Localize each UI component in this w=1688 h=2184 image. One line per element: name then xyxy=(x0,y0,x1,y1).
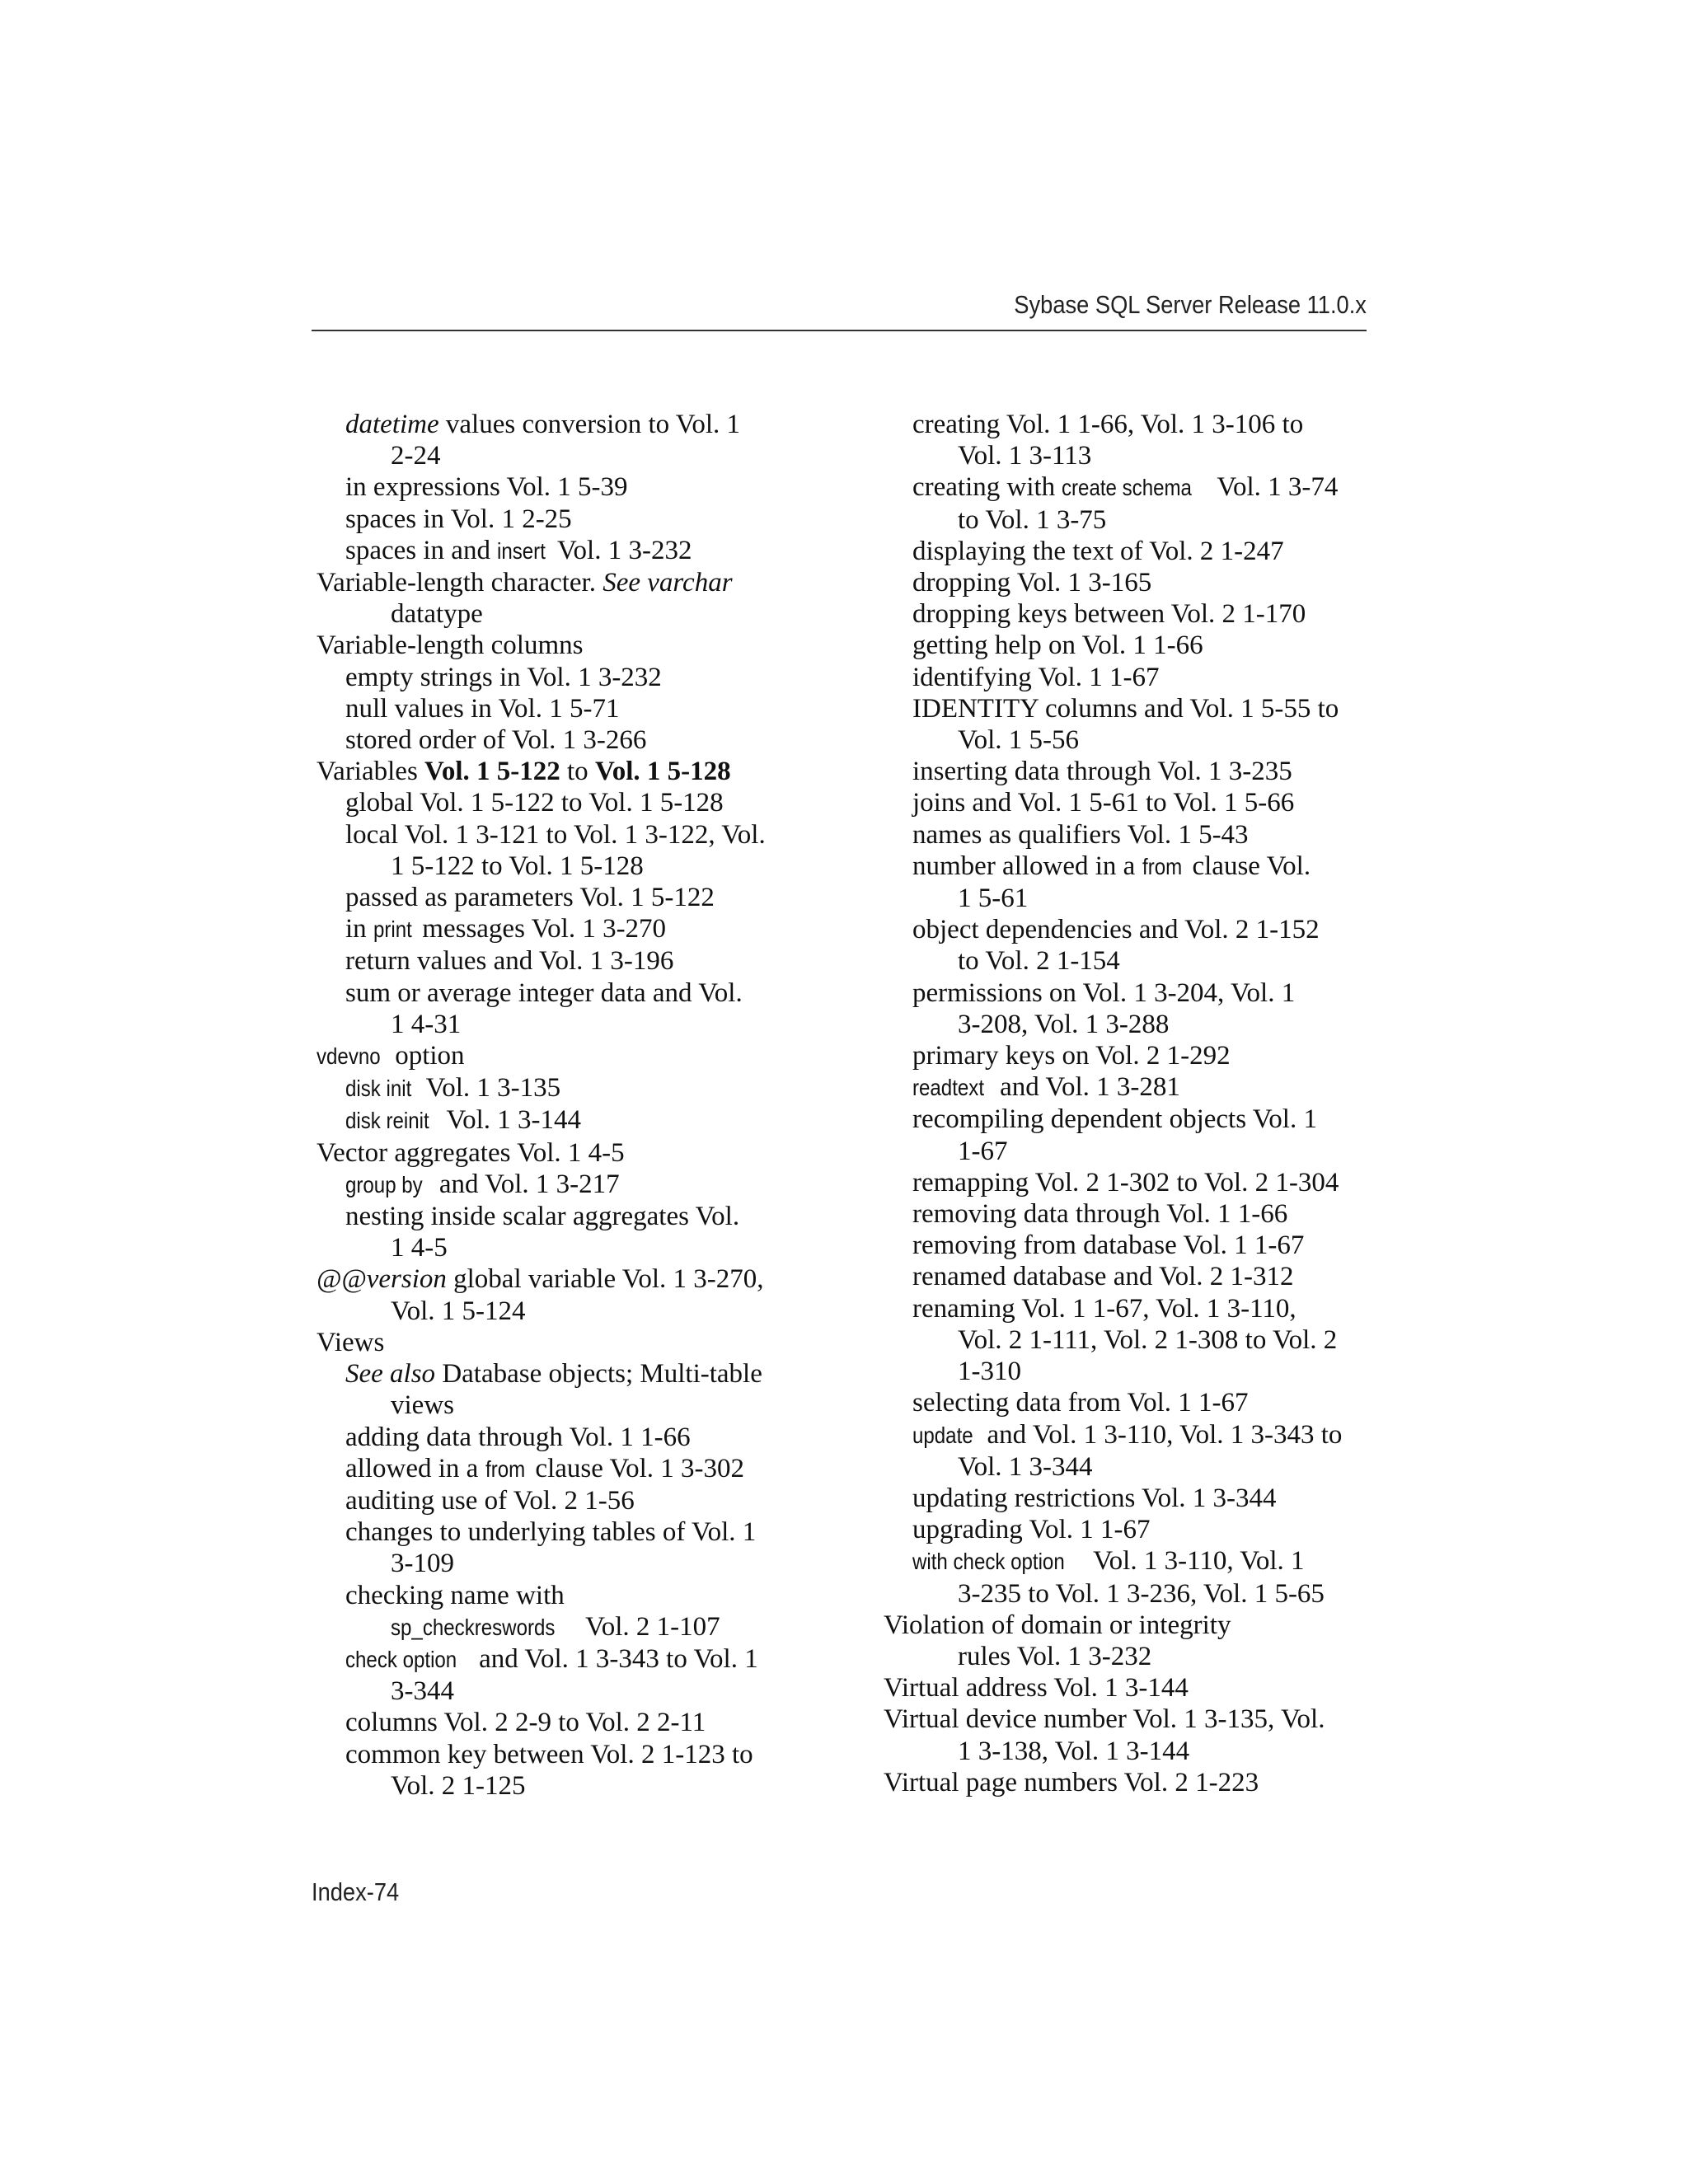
index-entry xyxy=(912,1167,1378,1198)
index-entry xyxy=(912,1104,1378,1135)
index-entry xyxy=(958,1324,1378,1356)
index-entry xyxy=(345,945,811,977)
index-entry xyxy=(345,504,811,535)
index-entry xyxy=(912,598,1378,630)
index-text: rules Vol. 1 3-232 xyxy=(958,1641,1152,1671)
index-entry xyxy=(958,504,1378,536)
index-entry xyxy=(391,1770,811,1802)
code-term: with check option xyxy=(912,1549,1065,1575)
index-entry xyxy=(391,1232,811,1263)
index-text: 3-208, Vol. 1 3-288 xyxy=(958,1009,1170,1039)
index-entry xyxy=(345,1201,811,1232)
index-entry xyxy=(912,1198,1378,1230)
index-text: getting help on Vol. 1 1-66 xyxy=(912,630,1203,661)
index-entry xyxy=(912,914,1378,945)
index-entry xyxy=(912,471,1378,504)
index-text: datatype xyxy=(391,599,483,630)
index-entry xyxy=(912,1293,1378,1324)
index-text: messages Vol. 1 3-270 xyxy=(415,914,667,944)
index-text: creating Vol. 1 1-66, Vol. 1 3-106 to xyxy=(912,410,1304,439)
index-text: names as qualifiers Vol. 1 5-43 xyxy=(912,819,1249,850)
index-text: datetime xyxy=(345,410,439,439)
index-text: return values and Vol. 1 3-196 xyxy=(345,946,674,977)
index-text: upgrading Vol. 1 1-67 xyxy=(912,1515,1151,1545)
index-text: Vol. 1 3-113 xyxy=(958,441,1092,471)
index-entry xyxy=(958,440,1378,471)
index-entry xyxy=(345,819,811,851)
index-entry xyxy=(958,1641,1378,1672)
index-entry xyxy=(345,1453,811,1485)
index-text: Variables xyxy=(316,757,425,787)
index-text: number allowed in a xyxy=(912,851,1142,881)
index-text: inserting data through Vol. 1 3-235 xyxy=(912,757,1292,787)
index-text: 3-344 xyxy=(391,1676,454,1707)
index-text: to xyxy=(560,757,595,787)
code-term: create schema xyxy=(1062,475,1193,501)
index-entry xyxy=(912,1040,1378,1071)
index-entry xyxy=(391,851,811,882)
index-text: 1 5-61 xyxy=(958,883,1029,914)
index-text: Vol. 1 3-344 xyxy=(958,1451,1093,1482)
index-text: views xyxy=(391,1390,454,1421)
index-text: See also xyxy=(345,1359,436,1390)
index-text: Vol. 2 1-125 xyxy=(391,1770,526,1801)
running-header xyxy=(312,290,1367,331)
code-term: readtext xyxy=(912,1075,985,1101)
code-term: update xyxy=(912,1422,973,1448)
index-text: spaces in and xyxy=(345,535,498,565)
code-term: vdevno xyxy=(316,1043,381,1070)
index-text: object dependencies and Vol. 2 1-152 xyxy=(912,915,1320,945)
index-entry xyxy=(912,1514,1378,1545)
index-entry xyxy=(316,1137,811,1169)
code-term: sp_checkreswords xyxy=(391,1614,556,1640)
index-text: Vol. 2 1-107 xyxy=(579,1611,720,1642)
index-entry xyxy=(884,1610,1378,1641)
index-entry xyxy=(912,1483,1378,1514)
index-entry xyxy=(345,1358,811,1390)
index-text: dropping keys between Vol. 2 1-170 xyxy=(912,599,1306,630)
index-entry xyxy=(345,409,811,440)
index-entry xyxy=(912,409,1378,440)
index-entry xyxy=(345,882,811,913)
code-term: from xyxy=(1142,853,1182,879)
index-entry xyxy=(345,1485,811,1516)
index-entry xyxy=(958,883,1378,914)
index-text: IDENTITY columns and Vol. 1 5-55 to xyxy=(912,693,1339,724)
code-term: insert xyxy=(497,537,546,564)
index-text: See varchar xyxy=(603,568,733,598)
index-text: permissions on Vol. 1 3-204, Vol. 1 xyxy=(912,977,1296,1008)
index-text: Views xyxy=(316,1327,385,1357)
index-text: Vol. 1 3-74 xyxy=(1210,472,1339,503)
index-text: 1-310 xyxy=(958,1357,1021,1387)
index-entry xyxy=(391,1296,811,1327)
index-text: Vol. 2 1-111, Vol. 2 1-308 to Vol. 2 xyxy=(958,1324,1338,1355)
index-text: sum or average integer data and Vol. xyxy=(345,977,743,1008)
index-entry xyxy=(345,1516,811,1548)
index-entry xyxy=(912,977,1378,1009)
index-entry xyxy=(316,630,811,661)
index-entry xyxy=(958,1009,1378,1040)
index-entry xyxy=(958,1136,1378,1167)
index-text: clause Vol. xyxy=(1185,851,1311,881)
index-entry xyxy=(345,662,811,693)
index-entry xyxy=(345,1580,811,1611)
index-text: Virtual page numbers Vol. 2 1-223 xyxy=(884,1767,1259,1797)
index-text: changes to underlying tables of Vol. 1 xyxy=(345,1517,757,1548)
index-text: Variable-length columns xyxy=(316,630,584,661)
index-text: Violation of domain or integrity xyxy=(884,1610,1231,1640)
index-text: local Vol. 1 3-121 to Vol. 1 3-122, Vol. xyxy=(345,819,766,850)
index-text: renaming Vol. 1 1-67, Vol. 1 3-110, xyxy=(912,1293,1296,1324)
index-entry xyxy=(345,1739,811,1770)
index-text: and Vol. 1 3-217 xyxy=(432,1169,620,1199)
index-entry xyxy=(345,693,811,724)
index-text: checking name with xyxy=(345,1580,565,1610)
index-entry xyxy=(316,1327,811,1358)
index-entry xyxy=(345,977,811,1009)
index-text: values conversion to Vol. 1 xyxy=(438,410,741,439)
index-text: 1 4-31 xyxy=(391,1009,462,1039)
index-text: and Vol. 1 3-110, Vol. 1 3-343 to xyxy=(980,1419,1343,1450)
index-text: null values in Vol. 1 5-71 xyxy=(345,693,620,724)
index-text: 1 3-138, Vol. 1 3-144 xyxy=(958,1736,1190,1766)
index-text: auditing use of Vol. 2 1-56 xyxy=(345,1485,635,1516)
index-text: clause Vol. 1 3-302 xyxy=(528,1453,745,1483)
index-entry xyxy=(912,630,1378,661)
index-entry xyxy=(316,567,811,598)
index-text: 3-235 to Vol. 1 3-236, Vol. 1 5-65 xyxy=(958,1578,1325,1609)
index-text: to Vol. 2 1-154 xyxy=(958,946,1120,977)
index-text: selecting data from Vol. 1 1-67 xyxy=(912,1388,1249,1418)
index-text: primary keys on Vol. 2 1-292 xyxy=(912,1041,1231,1071)
index-text: updating restrictions Vol. 1 3-344 xyxy=(912,1483,1277,1513)
index-text: Vol. 1 5-124 xyxy=(391,1296,526,1326)
code-term: from xyxy=(485,1455,525,1482)
index-text: Vol. 1 5-128 xyxy=(594,757,731,787)
index-text: 2-24 xyxy=(391,441,441,471)
index-entry xyxy=(912,1419,1378,1451)
index-text: 1-67 xyxy=(958,1136,1008,1166)
index-entry xyxy=(316,756,811,787)
index-entry xyxy=(958,1451,1378,1483)
index-entry xyxy=(912,756,1378,787)
index-entry xyxy=(345,471,811,503)
index-entry xyxy=(958,1356,1378,1387)
index-text: dropping Vol. 1 3-165 xyxy=(912,568,1152,598)
index-column-left xyxy=(316,409,811,1802)
header-title: Sybase SQL Server Release 11.0.x xyxy=(1014,290,1367,319)
index-text: adding data through Vol. 1 1-66 xyxy=(345,1422,691,1452)
index-text: Vol. 1 3-135 xyxy=(420,1073,561,1104)
index-text: Database objects; Multi-table xyxy=(435,1359,762,1390)
index-text: Vol. 1 5-56 xyxy=(958,725,1079,756)
index-entry xyxy=(345,1422,811,1453)
index-entry xyxy=(391,1390,811,1421)
index-text: to Vol. 1 3-75 xyxy=(958,504,1107,535)
page-number: Index-74 xyxy=(312,1877,400,1906)
index-text: Vector aggregates Vol. 1 4-5 xyxy=(316,1137,625,1168)
index-text: renamed database and Vol. 2 1-312 xyxy=(912,1262,1294,1292)
index-entry xyxy=(345,535,811,567)
code-term: print xyxy=(373,916,412,943)
index-entry xyxy=(912,567,1378,598)
index-entry xyxy=(958,1736,1378,1767)
index-text: and Vol. 1 3-343 to Vol. 1 xyxy=(471,1643,758,1674)
index-entry xyxy=(345,1104,811,1137)
index-text: Virtual address Vol. 1 3-144 xyxy=(884,1673,1189,1704)
index-text: displaying the text of Vol. 2 1-247 xyxy=(912,536,1284,566)
index-entry xyxy=(912,1261,1378,1292)
index-entry xyxy=(391,598,811,630)
index-text: empty strings in Vol. 1 3-232 xyxy=(345,662,662,692)
index-entry xyxy=(912,693,1378,724)
index-text: recompiling dependent objects Vol. 1 xyxy=(912,1104,1317,1135)
index-text: global Vol. 1 5-122 to Vol. 1 5-128 xyxy=(345,788,724,818)
index-entry xyxy=(912,851,1378,883)
index-entry xyxy=(884,1704,1378,1735)
index-text: and Vol. 1 3-281 xyxy=(992,1072,1180,1103)
index-entry xyxy=(316,1040,811,1072)
index-text: spaces in Vol. 1 2-25 xyxy=(345,504,572,534)
index-entry xyxy=(958,1578,1378,1610)
index-text: Vol. 1 5-122 xyxy=(424,757,560,787)
index-entry xyxy=(912,1387,1378,1418)
index-text: identifying Vol. 1 1-67 xyxy=(912,662,1160,692)
code-term: disk init xyxy=(345,1076,412,1102)
index-entry xyxy=(391,440,811,471)
index-entry xyxy=(912,819,1378,851)
index-text: common key between Vol. 2 1-123 to xyxy=(345,1739,753,1769)
index-text: Vol. 1 3-144 xyxy=(439,1105,582,1136)
index-text: 1 4-5 xyxy=(391,1233,448,1263)
index-text: columns Vol. 2 2-9 to Vol. 2 2-11 xyxy=(345,1708,706,1738)
index-text: stored order of Vol. 1 3-266 xyxy=(345,725,647,756)
index-text: removing data through Vol. 1 1-66 xyxy=(912,1199,1288,1230)
index-text: global variable Vol. 1 3-270, xyxy=(446,1264,764,1295)
index-entry xyxy=(391,1548,811,1579)
index-entry xyxy=(345,1643,811,1675)
index-text: 3-109 xyxy=(391,1549,454,1579)
index-text: allowed in a xyxy=(345,1453,485,1483)
index-entry xyxy=(912,1071,1378,1104)
index-text: Virtual device number Vol. 1 3-135, Vol. xyxy=(884,1704,1325,1735)
index-entry xyxy=(912,662,1378,693)
index-entry xyxy=(958,945,1378,977)
index-entry xyxy=(345,787,811,818)
index-text: removing from database Vol. 1 1-67 xyxy=(912,1230,1305,1261)
index-text: Variable-length character. xyxy=(316,568,603,598)
index-column-right xyxy=(884,409,1378,1798)
index-entry xyxy=(912,536,1378,567)
index-entry xyxy=(316,1263,811,1295)
index-text: nesting inside scalar aggregates Vol. xyxy=(345,1202,740,1232)
index-entry xyxy=(345,1169,811,1201)
index-text: joins and Vol. 1 5-61 to Vol. 1 5-66 xyxy=(912,788,1295,818)
code-term: check option xyxy=(345,1646,457,1672)
index-entry xyxy=(345,1072,811,1104)
index-entry xyxy=(912,1545,1378,1577)
index-text: Vol. 1 3-232 xyxy=(551,535,692,565)
index-entry xyxy=(345,1707,811,1738)
index-entry xyxy=(958,724,1378,756)
index-entry xyxy=(912,1230,1378,1261)
index-entry xyxy=(884,1767,1378,1798)
index-entry xyxy=(884,1672,1378,1704)
index-text: @@version xyxy=(316,1264,447,1295)
index-entry xyxy=(391,1009,811,1040)
index-entry xyxy=(912,787,1378,818)
index-text: remapping Vol. 2 1-302 to Vol. 2 1-304 xyxy=(912,1167,1339,1197)
index-entry xyxy=(391,1611,811,1643)
index-text: 1 5-122 to Vol. 1 5-128 xyxy=(391,851,644,881)
code-term: group by xyxy=(345,1171,423,1197)
index-text: option xyxy=(387,1041,465,1071)
index-entry xyxy=(345,913,811,945)
code-term: disk reinit xyxy=(345,1108,429,1134)
index-text: in expressions Vol. 1 5-39 xyxy=(345,472,628,503)
index-entry xyxy=(345,724,811,756)
index-text: passed as parameters Vol. 1 5-122 xyxy=(345,883,715,913)
index-text: Vol. 1 3-110, Vol. 1 xyxy=(1086,1546,1305,1577)
index-text: in xyxy=(345,914,373,944)
index-text: creating with xyxy=(912,472,1062,503)
index-entry xyxy=(391,1675,811,1707)
